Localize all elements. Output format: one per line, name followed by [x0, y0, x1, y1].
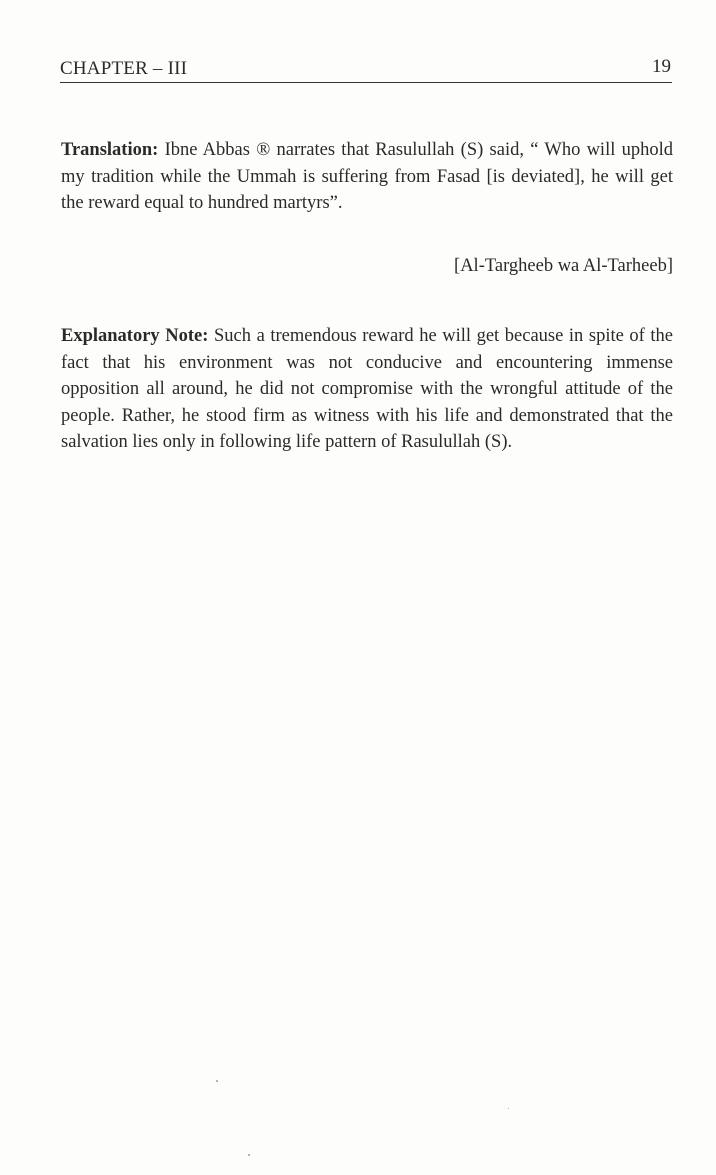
scan-speck — [508, 1108, 509, 1109]
running-header — [60, 58, 672, 83]
scan-speck — [248, 1154, 250, 1156]
explanatory-text: Such a tremendous reward he will get because in spite of the fact that his environment was not conducive and encountering immense opposition all around, he did not compromise with the wrongful attitude of the people. Rather, he stood firm as witness with his life and demonstrated that the salvation lies only in following life pattern of Rasulullah (S). — [61, 326, 673, 452]
translation-label: Translation: — [61, 140, 159, 160]
translation-paragraph — [61, 137, 673, 217]
scan-speck — [216, 1080, 218, 1082]
source-citation: [Al-Targheeb wa Al-Tarheeb] — [454, 256, 673, 276]
explanatory-label: Explanatory Note: — [61, 326, 209, 346]
chapter-title: CHAPTER – III — [60, 58, 188, 79]
explanatory-paragraph — [61, 323, 673, 456]
page-number: 19 — [652, 56, 671, 77]
translation-text: Ibne Abbas ® narrates that Rasulullah (S) said, “ Who will uphold my tradition while the Ummah is suffering from Fasad [is deviated], he will get the reward equal to hundred martyrs”. — [61, 140, 673, 213]
